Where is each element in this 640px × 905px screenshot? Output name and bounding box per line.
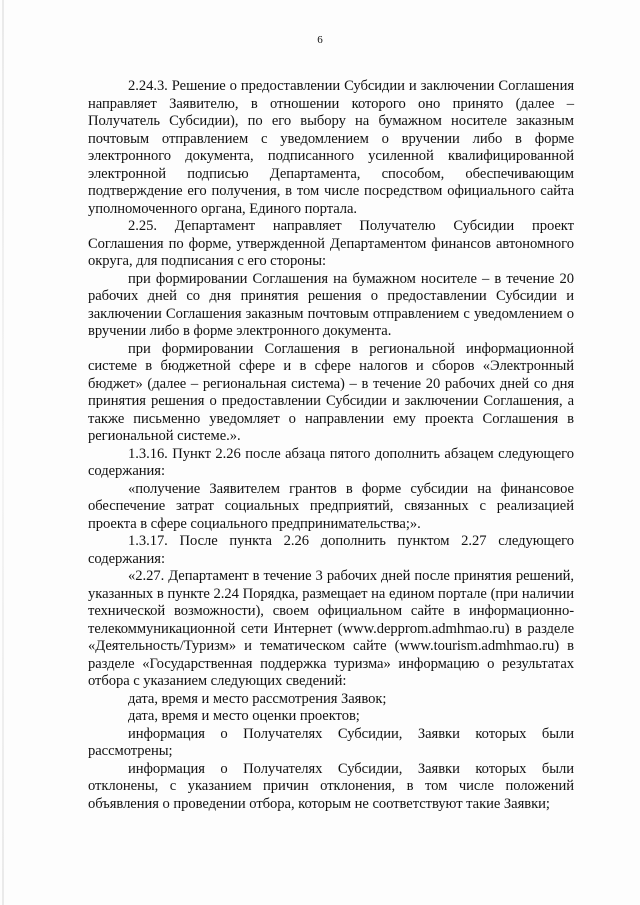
list-item-evaluation-date: дата, время и место оценки проектов; bbox=[128, 708, 360, 724]
scan-edge bbox=[2, 0, 4, 905]
list-item-reviewed-recipients: информация о Получателях Субсидии, Заявки которых были рассмотрены; bbox=[88, 725, 574, 759]
paragraph-grant-quote: «получение Заявителем грантов в форме субсидии на финансовое обеспечение затрат социальных предприятий, связанных с реализацией проекта в сфере социального предпринимательства;». bbox=[88, 480, 574, 532]
page-number: 6 bbox=[317, 34, 323, 46]
paragraph-paper-form: при формировании Соглашения на бумажном носителе – в течение 20 рабочих дней со дня принятия решения о предоставлении Субсидии и заключении Соглашения заказным почтовым отправлением с уведомлением о вручении либо в форме электронного документа. bbox=[88, 270, 574, 339]
list-item-rejected-recipients: информация о Получателях Субсидии, Заявки которых были отклонены, с указанием причин отклонения, в том числе положений объявления о проведении отбора, которым не соответствуют такие Заявки; bbox=[88, 760, 574, 812]
paragraph-regional-system: при формировании Соглашения в региональной информационной системе в бюджетной сфере и в сфере налогов и сборов «Электронный бюджет» (далее – региональная система) – в течение 20 рабочих дней со дня принятия решения о предоставлении Субсидии и заключении Соглашения, а также письменно уведомляет о направлении ему проекта Соглашения в региональной системе.». bbox=[88, 340, 574, 444]
paragraph-2-27: «2.27. Департамент в течение 3 рабочих дней после принятия решений, указанных в пункте 2.24 Порядка, размещает на едином портале (при наличии технической возможности), своем официальном сайте в информационно-телекоммуникационной сети Интернет (www.depprom.admhmao.ru) в разделе «Деятельность/Туризм» и тематическом сайте (www.tourism.admhmao.ru) в разделе «Государственная поддержка туризма» информацию о результатах отбора с указанием следующих сведений: bbox=[88, 568, 574, 689]
paragraph-1-3-16: 1.3.16. Пункт 2.26 после абзаца пятого дополнить абзацем следующего содержания: bbox=[88, 445, 574, 479]
paragraph-2-24-3: 2.24.3. Решение о предоставлении Субсидии и заключении Соглашения направляет Заявителю, в отношении которого оно принято (далее – Получатель Субсидии), по его выбору на бумажном носителе заказным почтовым отправлением с уведомлением о вручении либо в форме электронного документа, подписанного усиленной квалифицированной электронной подписью Департамента, способом, обеспечивающим подтверждение его получения, в том числе посредством официального сайта уполномоченного органа, Единого портала. bbox=[88, 78, 574, 217]
list-item-review-date: дата, время и место рассмотрения Заявок; bbox=[128, 690, 387, 707]
paragraph-1-3-17: 1.3.17. После пункта 2.26 дополнить пунктом 2.27 следующего содержания: bbox=[88, 533, 574, 567]
paragraph-2-25: 2.25. Департамент направляет Получателю Субсидии проект Соглашения по форме, утвержденной Департаментом финансов автономного округа, для подписания с его стороны: bbox=[88, 218, 574, 269]
document-body bbox=[88, 78, 574, 813]
